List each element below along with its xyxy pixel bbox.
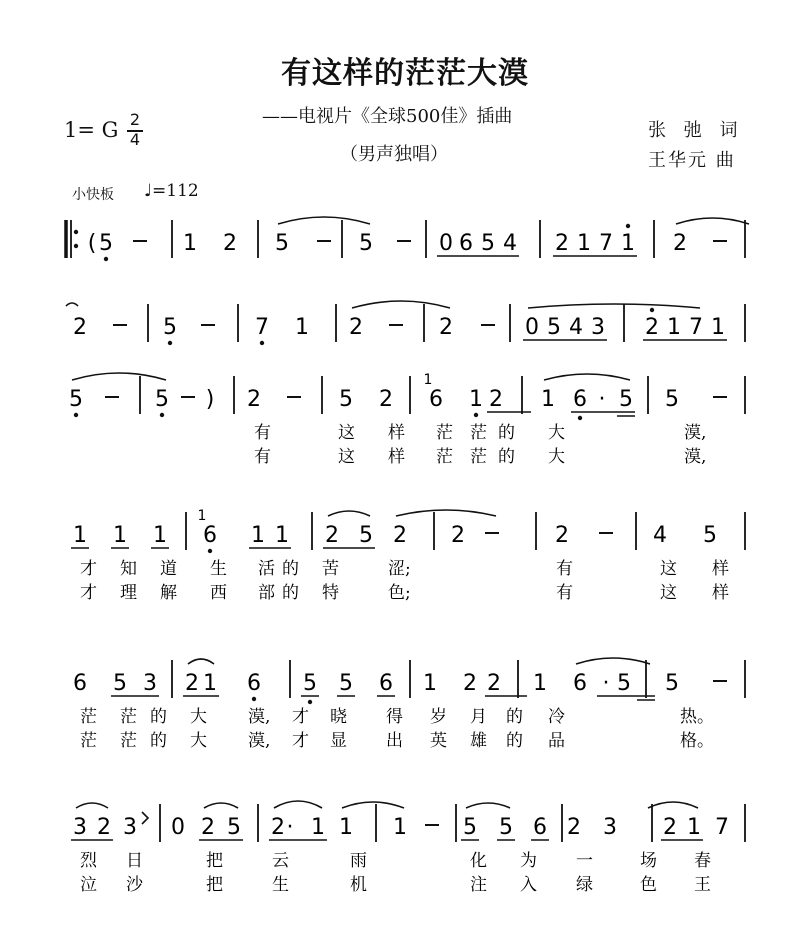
octave-dot-below [208,549,212,553]
slur-arc [352,301,450,308]
slur-arc [676,218,749,224]
note: 2 [247,387,261,412]
note: 5 [547,315,561,340]
lyric-verse-1: 大 [548,423,565,443]
octave-dot-above [626,224,630,228]
slur-arc [204,803,238,808]
lyric-verse-1: 这 [338,423,355,443]
note: 5 [275,231,289,256]
lyric-verse-1: 漠, [248,707,271,727]
lyric-verse-1: 烈 [80,851,97,871]
note: 5 [665,387,679,412]
lyric-verse-1: 样 [388,423,405,443]
lyric-verse-2: 茫 [436,447,453,467]
note: 7 [689,315,703,340]
note: ) [205,387,215,412]
note: 2 [325,523,339,548]
note: 1 [73,523,87,548]
note: 3 [143,671,157,696]
lyric-verse-1: 才 [292,707,309,727]
note: 1 [621,231,635,256]
note: 2 [489,387,503,412]
note: · [286,815,294,840]
note: 1 [153,523,167,548]
lyric-verse-2: 这 [660,583,677,603]
lyric-verse-1: 春 [694,851,711,871]
note: 6 [429,387,443,412]
note: 5 [617,671,631,696]
note: 1 [393,815,407,840]
note: 5 [155,387,169,412]
note: 2 [463,671,477,696]
lyric-verse-1: 这 [660,559,677,579]
lyric-verse-1: 茫 [436,423,453,443]
note: 2 [645,315,659,340]
lyric-verse-1: 冷 [548,707,565,727]
lyric-verse-1: 的 [506,707,523,727]
octave-dot-below [160,413,164,417]
note: 7 [599,231,613,256]
lyric-verse-2: 茫 [470,447,487,467]
note: 2 [73,315,87,340]
note: 5 [463,815,477,840]
note: 5 [339,387,353,412]
lyric-verse-2: 西 [210,583,227,603]
note: 4 [503,231,517,256]
note: 1 [311,815,325,840]
note: 1 [667,315,681,340]
slur-arc [278,217,370,224]
tempo-marking: ♩=112 [144,181,199,201]
note: 2 [663,815,677,840]
lyric-verse-2: 这 [338,447,355,467]
octave-dot-below [578,416,582,420]
lyric-verse-1: 茫 [470,423,487,443]
tempo-text: 小快板 [72,187,114,203]
note: 6 [573,671,587,696]
lyric-verse-2: 绿 [576,875,593,895]
lyric-verse-1: 活 [258,559,275,579]
lyric-verse-2: 才 [292,731,309,751]
lyric-verse-2: 茫 [120,731,137,751]
key-signature: 1= G [64,118,119,142]
note: 4 [653,523,667,548]
lyric-verse-2: 雄 [470,731,487,751]
octave-dot-below [104,257,108,261]
lyric-verse-1: 大 [190,707,207,727]
note: 1 [711,315,725,340]
lyric-verse-2: 显 [330,731,347,751]
lyric-verse-2: 王 [694,875,711,895]
lyric-verse-1: 涩; [388,559,411,579]
note: 7 [715,815,729,840]
note: 6 [247,671,261,696]
lyric-verse-2: 才 [80,583,97,603]
lyric-verse-2: 漠, [684,447,707,467]
note: 5 [69,387,83,412]
lyric-verse-1: 苦 [322,559,339,579]
note: 2 [567,815,581,840]
note: 2 [451,523,465,548]
lyric-verse-2: 把 [206,875,223,895]
lyric-verse-2: 生 [272,875,289,895]
note: · [598,387,606,412]
note: 5 [665,671,679,696]
lyric-verse-2: 有 [254,447,271,467]
note: 2 [487,671,501,696]
lyric-verse-2: 的 [498,447,515,467]
lyric-verse-1: 有 [254,423,271,443]
tie-continuation-arc [66,303,78,306]
note: 2 [379,387,393,412]
lyric-verse-1: 道 [160,559,177,579]
note: 2 [555,231,569,256]
note: 1 [577,231,591,256]
lyric-verse-2: 的 [506,731,523,751]
lyric-verse-2: 出 [386,731,403,751]
note: 1 [339,815,353,840]
note: · [602,671,610,696]
slur-arc [274,801,322,808]
note: 5 [113,671,127,696]
lyric-verse-1: 晓 [330,707,347,727]
slur-arc [328,511,370,516]
octave-dot-below [252,697,256,701]
note: 5 [227,815,241,840]
note: 6 [573,387,587,412]
lyric-verse-2: 样 [388,447,405,467]
grace-note: 1 [197,508,207,524]
slur-arc [396,510,496,516]
note: 2 [223,231,237,256]
note: 0 [525,315,539,340]
note: 5 [359,523,373,548]
note: 7 [255,315,269,340]
note: 4 [569,315,583,340]
note: 1 [203,671,217,696]
lyric-verse-1: 有 [556,559,573,579]
lyric-verse-2: 理 [120,583,137,603]
note: 2 [97,815,111,840]
lyric-verse-2: 英 [430,731,447,751]
lyric-verse-1: 热。 [680,707,714,727]
slur-arc [528,304,700,308]
lyricist-credit: 张 弛 词 [648,120,744,141]
lyric-verse-1: 云 [272,851,289,871]
note: 3 [603,815,617,840]
octave-dot-below [474,413,478,417]
note: 1 [251,523,265,548]
lyric-verse-2: 泣 [80,875,97,895]
song-title: 有这样的茫茫大漠 [281,56,529,91]
note: 1 [275,523,289,548]
lyric-verse-1: 雨 [350,851,367,871]
note: 6 [203,523,217,548]
octave-dot-below [260,341,264,345]
composer-credit: 王华元 曲 [648,150,736,171]
note: 6 [533,815,547,840]
lyric-verse-1: 月 [470,707,487,727]
note: 6 [379,671,393,696]
slur-arc [648,802,698,808]
note: 6 [459,231,473,256]
slur-arc [342,802,404,808]
note: 5 [703,523,717,548]
note: 5 [339,671,353,696]
time-signature-bottom: 4 [129,130,141,149]
lyric-verse-1: 知 [120,559,137,579]
lyric-verse-2: 格。 [680,731,714,751]
lyric-verse-2: 的 [150,731,167,751]
lyric-verse-1: 的 [498,423,515,443]
note: 5 [481,231,495,256]
note: 2 [555,523,569,548]
note: 5 [499,815,513,840]
note: 2 [439,315,453,340]
lyric-verse-1: 茫 [80,707,97,727]
lyric-verse-1: 把 [206,851,223,871]
grace-note: 1 [423,372,433,388]
slur-arc [544,374,630,380]
lyric-verse-2: 部 [258,583,275,603]
octave-dot-below [308,700,312,704]
lyric-verse-1: 的 [150,707,167,727]
note: 2 [673,231,687,256]
note: 5 [99,231,113,256]
slur-arc [188,659,214,664]
lyric-verse-2: 色; [388,583,411,603]
note: 5 [303,671,317,696]
lyric-verse-1: 漠, [684,423,707,443]
slur-arc [576,658,650,664]
note: 3 [591,315,605,340]
note: 2 [271,815,285,840]
note: 2 [349,315,363,340]
lyric-verse-1: 生 [210,559,227,579]
lyric-verse-1: 的 [282,559,299,579]
slur-arc [72,373,166,380]
lyric-verse-2: 漠, [248,731,271,751]
lyric-verse-1: 化 [470,851,487,871]
repeat-dot [74,230,78,234]
lyric-verse-2: 机 [350,875,367,895]
note: ( [87,231,97,256]
lyric-verse-1: 样 [712,559,729,579]
note: 1 [469,387,483,412]
slur-arc [76,803,108,808]
lyric-verse-2: 样 [712,583,729,603]
song-subtitle: ——电视片《全球500佳》插曲 [262,106,513,127]
note: 2 [201,815,215,840]
lyric-verse-2: 有 [556,583,573,603]
lyric-verse-2: 注 [470,875,487,895]
note: 2 [185,671,199,696]
lyric-verse-2: 色 [640,875,657,895]
note: 2 [393,523,407,548]
lyric-verse-2: 入 [520,875,537,895]
lyric-verse-1: 一 [576,851,593,871]
note: 1 [295,315,309,340]
note: 3 [123,815,137,840]
lyric-verse-2: 沙 [126,875,143,895]
time-signature-top: 2 [129,110,141,129]
lyric-verse-2: 大 [548,447,565,467]
note: 3 [73,815,87,840]
note: 1 [687,815,701,840]
note: 5 [359,231,373,256]
lyric-verse-2: 特 [322,583,339,603]
lyric-verse-1: 场 [640,851,657,871]
lyric-verse-1: 为 [520,851,537,871]
lyric-verse-2: 的 [282,583,299,603]
note: 5 [619,387,633,412]
slur-arc [466,803,510,808]
lyric-verse-1: 才 [80,559,97,579]
note: 6 [73,671,87,696]
lyric-verse-2: 解 [160,583,177,603]
note: 1 [113,523,127,548]
lyric-verse-1: 茫 [120,707,137,727]
lyric-verse-1: 岁 [430,707,447,727]
note: 0 [171,815,185,840]
octave-dot-below [168,341,172,345]
note: 1 [541,387,555,412]
performance-note: （男声独唱） [340,144,448,165]
note: 1 [533,671,547,696]
octave-dot-above [650,308,654,312]
note: 1 [423,671,437,696]
note: 5 [163,315,177,340]
repeat-dot [74,244,78,248]
lyric-verse-2: 大 [190,731,207,751]
lyric-verse-2: 茫 [80,731,97,751]
lyric-verse-1: 日 [126,851,143,871]
lyric-verse-2: 品 [548,731,565,751]
breath-mark [142,812,148,824]
note: 1 [183,231,197,256]
lyric-verse-1: 得 [386,707,403,727]
octave-dot-below [74,413,78,417]
note: 0 [439,231,453,256]
